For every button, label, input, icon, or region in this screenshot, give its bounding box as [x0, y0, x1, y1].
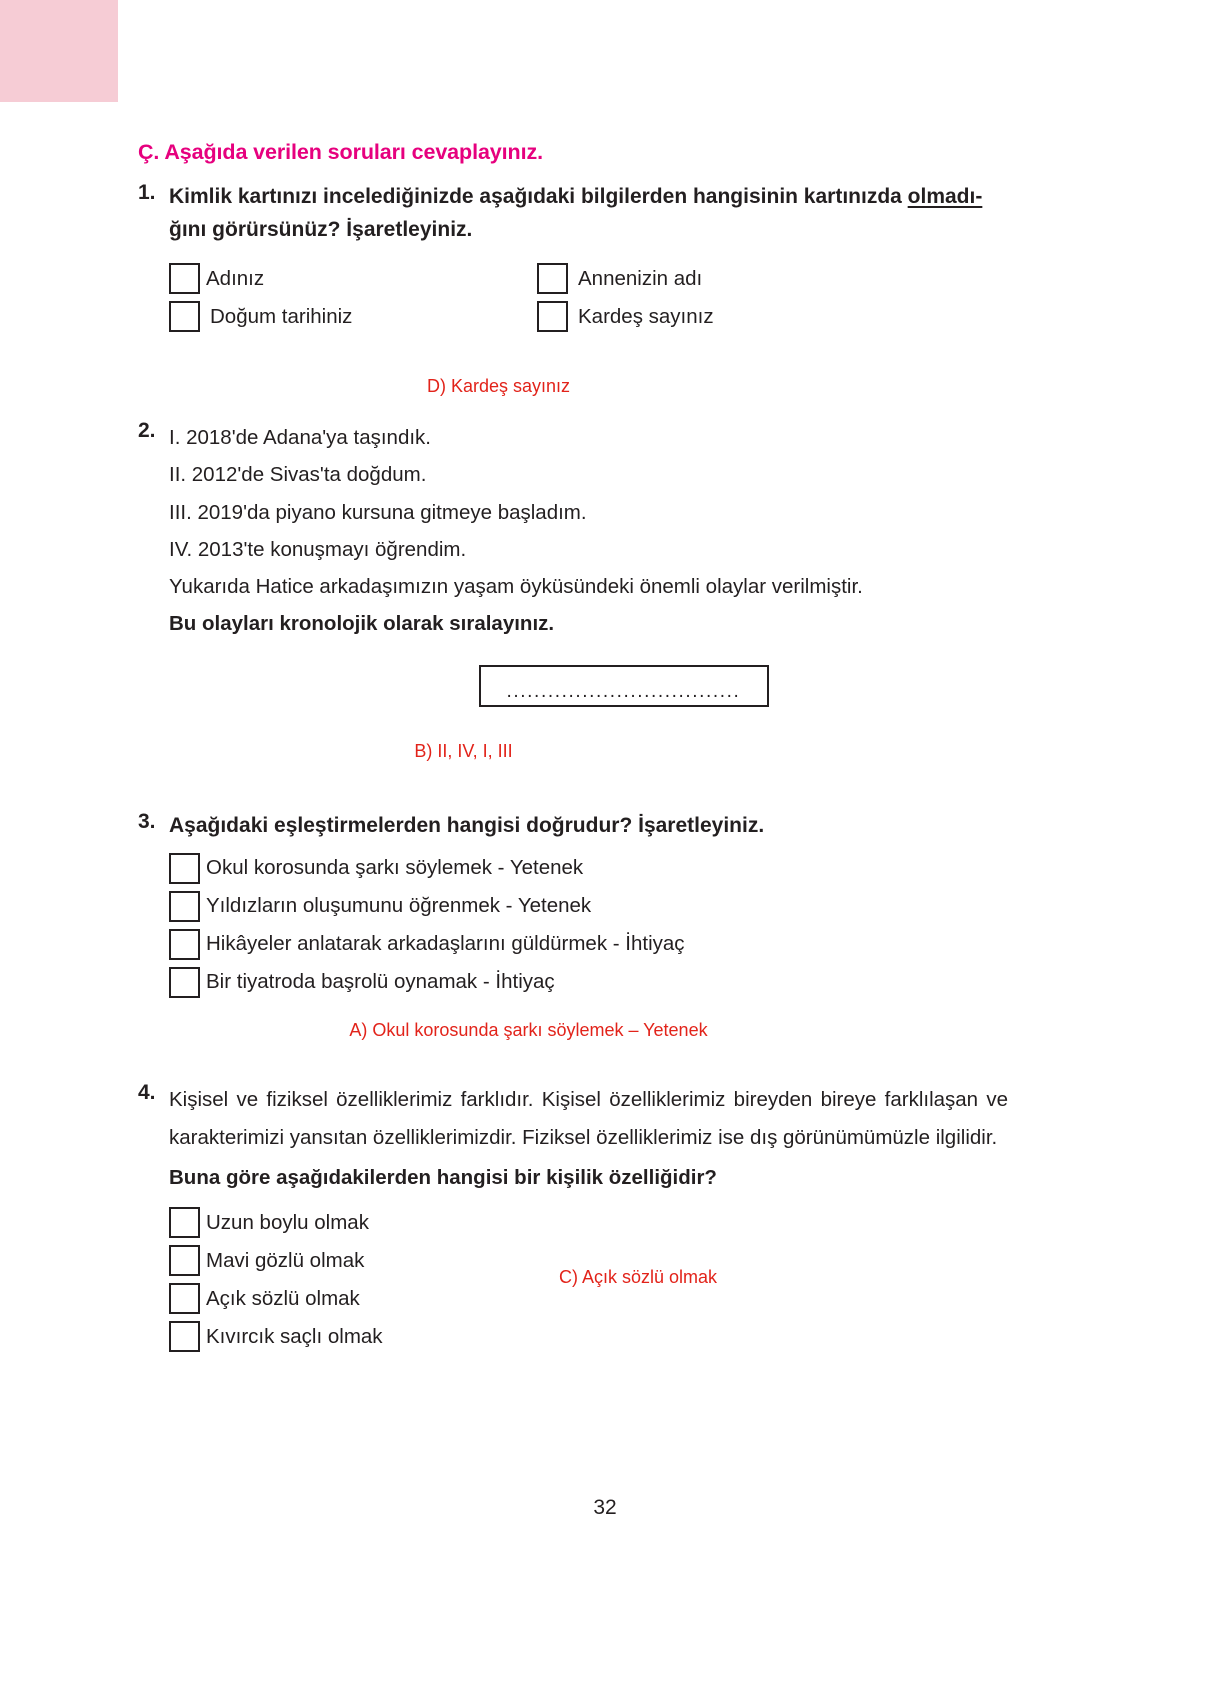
- checkbox-icon[interactable]: [537, 301, 568, 332]
- checkbox-icon[interactable]: [169, 967, 200, 998]
- question-2-directive: Bu olayları kronolojik olarak sıralayınız.: [169, 612, 555, 636]
- question-4-number: 4.: [138, 1080, 156, 1104]
- section-heading: Ç. Aşağıda verilen soruları cevaplayınız.: [138, 140, 543, 164]
- option-row[interactable]: [537, 301, 905, 332]
- list-item: I. 2018'de Adana'ya taşındık.: [169, 426, 431, 450]
- checkbox-icon[interactable]: [169, 853, 200, 884]
- checkbox-icon[interactable]: [169, 1321, 200, 1352]
- option-label: Adınız: [206, 266, 265, 290]
- answer-dotted-line: ..................................: [506, 681, 741, 703]
- option-label: Yıldızların oluşumunu öğrenmek - Yetenek: [206, 894, 592, 918]
- question-2-answer-box-wrap: [169, 665, 1008, 707]
- answer-input-box[interactable]: [479, 665, 769, 707]
- question-1-stem-part2: ğını görürsünüz? İşaretleyiniz.: [169, 217, 473, 241]
- option-row[interactable]: [169, 967, 1008, 998]
- checkbox-icon[interactable]: [169, 263, 200, 294]
- question-1-options-left: [169, 256, 537, 332]
- question-2-item-list: [169, 419, 1008, 568]
- option-row[interactable]: [169, 1207, 1008, 1238]
- option-label: Bir tiyatroda başrolü oynamak - İhtiyaç: [206, 970, 555, 994]
- option-label: Hikâyeler anlatarak arkadaşlarını güldürmek - İhtiyaç: [206, 932, 685, 956]
- list-item: III. 2019'da piyano kursuna gitmeye başladım.: [169, 500, 587, 524]
- checkbox-icon[interactable]: [169, 929, 200, 960]
- question-4-answer: C) Açık sözlü olmak: [559, 1267, 718, 1288]
- question-3-options: [169, 853, 1008, 998]
- question-2: [138, 419, 1008, 762]
- option-row[interactable]: [169, 263, 537, 294]
- option-row[interactable]: [169, 301, 537, 332]
- question-2-answer: B) II, IV, I, III: [414, 741, 513, 762]
- option-label: Okul korosunda şarkı söylemek - Yetenek: [206, 856, 584, 880]
- checkbox-icon[interactable]: [169, 1245, 200, 1276]
- option-row[interactable]: [537, 263, 905, 294]
- option-label: Açık sözlü olmak: [206, 1286, 360, 1310]
- question-1-options-right: [537, 256, 905, 332]
- option-label: Kıvırcık saçlı olmak: [206, 1324, 383, 1348]
- question-2-lead-in: Yukarıda Hatice arkadaşımızın yaşam öyküsündeki önemli olaylar verilmiştir.: [169, 575, 863, 599]
- option-row[interactable]: [169, 853, 1008, 884]
- list-item: IV. 2013'te konuşmayı öğrendim.: [169, 537, 467, 561]
- question-4-directive: Buna göre aşağıdakilerden hangisi bir kişilik özelliğidir?: [169, 1166, 717, 1190]
- option-label: Uzun boylu olmak: [206, 1210, 369, 1234]
- question-3-answer: A) Okul korosunda şarkı söylemek – Yetenek: [349, 1019, 708, 1040]
- question-1-stem-underlined: olmadı-: [907, 185, 983, 208]
- option-label: Annenizin adı: [578, 266, 703, 290]
- question-4-paragraph: Kişisel ve fiziksel özelliklerimiz farklıdır. Kişisel özelliklerimiz bireyden bireye farklılaşan ve karakterimizi yansıtan özelliklerimizdir. Fiziksel özelliklerimiz ise dış görünümümüzle ilgilidir.: [169, 1087, 1008, 1149]
- checkbox-icon[interactable]: [169, 301, 200, 332]
- question-3-stem: Aşağıdaki eşleştirmelerden hangisi doğrudur? İşaretleyiniz.: [169, 814, 765, 838]
- option-row[interactable]: [169, 929, 1008, 960]
- worksheet-page: [138, 0, 1008, 1352]
- question-3-number: 3.: [138, 810, 156, 834]
- pink-corner-decoration: [0, 0, 118, 102]
- question-1-answer: D) Kardeş sayınız: [426, 376, 571, 397]
- question-1-stem-part1: Kimlik kartınızı incelediğinizde aşağıdaki bilgilerden hangisinin kartınızda: [169, 185, 908, 208]
- checkbox-icon[interactable]: [169, 891, 200, 922]
- option-row[interactable]: [169, 891, 1008, 922]
- option-row[interactable]: [169, 1321, 1008, 1352]
- checkbox-icon[interactable]: [169, 1283, 200, 1314]
- option-label: Kardeş sayınız: [578, 304, 714, 328]
- question-1-options: [169, 256, 1008, 332]
- checkbox-icon[interactable]: [537, 263, 568, 294]
- question-4-options: [169, 1207, 1008, 1352]
- question-1: [138, 181, 1008, 397]
- question-3: [138, 810, 1008, 1041]
- checkbox-icon[interactable]: [169, 1207, 200, 1238]
- list-item: II. 2012'de Sivas'ta doğdum.: [169, 463, 427, 487]
- question-2-number: 2.: [138, 419, 156, 443]
- question-4: [138, 1081, 1008, 1353]
- question-1-stem: [169, 181, 1008, 246]
- option-label: Doğum tarihiniz: [210, 304, 353, 328]
- question-1-number: 1.: [138, 181, 156, 204]
- option-label: Mavi gözlü olmak: [206, 1248, 365, 1272]
- page-number: 32: [593, 1496, 617, 1519]
